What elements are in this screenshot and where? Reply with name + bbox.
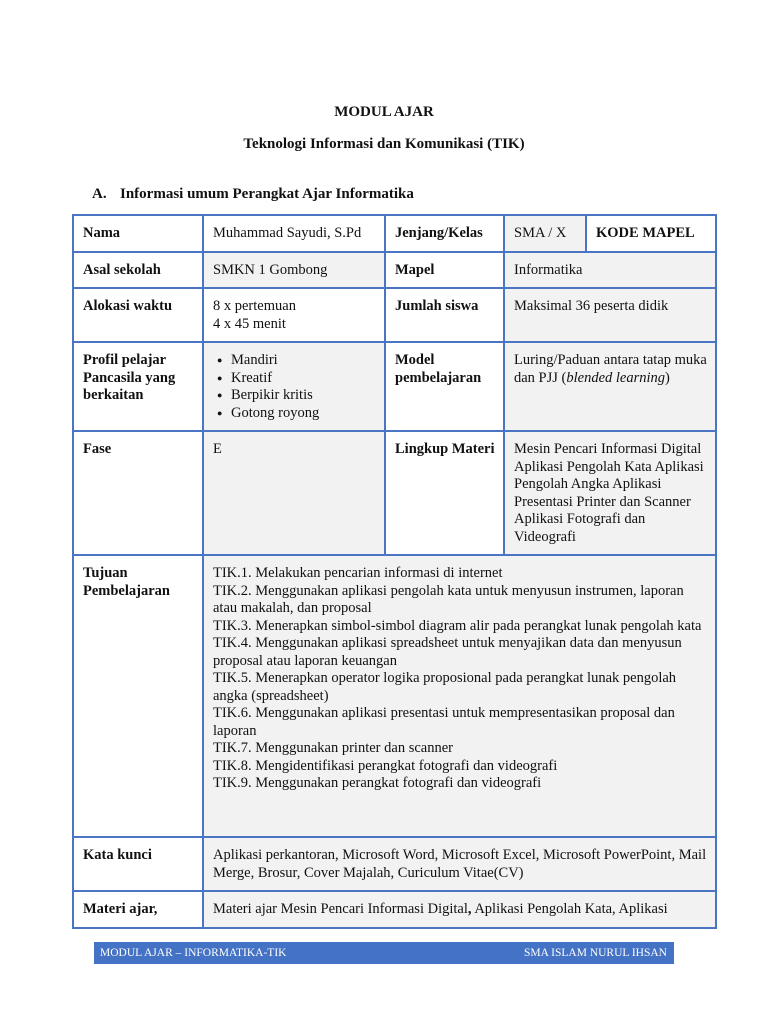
goal-item: TIK.7. Menggunakan printer dan scanner <box>213 740 453 756</box>
model-text: Luring/Paduan antara tatap muka dan PJJ ( <box>514 352 707 386</box>
table-row <box>73 288 716 342</box>
materi-text: Materi ajar Mesin Pencari Informasi Digital <box>213 901 468 917</box>
value-alokasi-waktu <box>203 288 385 342</box>
label-fase: Fase <box>73 431 203 555</box>
footer-left-text: MODUL AJAR – INFORMATIKA-TIK <box>100 947 287 959</box>
label-mapel: Mapel <box>385 252 504 289</box>
label-nama: Nama <box>73 215 203 252</box>
document-subtitle: Teknologi Informasi dan Komunikasi (TIK) <box>243 136 525 152</box>
label-tujuan-pembelajaran: Tujuan Pembelajaran <box>73 555 203 837</box>
label-kata-kunci: Kata kunci <box>73 837 203 891</box>
value-jenjang-kelas: SMA / X <box>504 215 586 252</box>
label-asal-sekolah: Asal sekolah <box>73 252 203 289</box>
table-row <box>73 837 716 891</box>
goal-item: TIK.9. Menggunakan perangkat fotografi dan videografi <box>213 775 542 791</box>
model-text-end: ) <box>665 369 670 386</box>
document-title: MODUL AJAR <box>334 104 434 120</box>
profil-list <box>213 352 376 422</box>
value-asal-sekolah: SMKN 1 Gombong <box>203 252 385 289</box>
materi-comma: , <box>467 901 472 917</box>
value-nama: Muhammad Sayudi, S.Pd <box>203 215 385 252</box>
value-model-pembelajaran <box>504 342 716 431</box>
label-lingkup-materi: Lingkup Materi <box>385 431 504 555</box>
goal-item: TIK.5. Menerapkan operator logika proposional pada perangkat lunak pengolah angka (spreadsheet) <box>213 670 677 704</box>
label-jumlah-siswa: Jumlah siswa <box>385 288 504 342</box>
value-tujuan-pembelajaran <box>203 555 716 837</box>
value-lingkup-materi: Mesin Pencari Informasi Digital Aplikasi Pengolah Kata Aplikasi Pengolah Angka Aplikasi Presentasi Printer dan Scanner Aplikasi Fotografi dan Videografi <box>504 431 716 555</box>
materi-text-end: Aplikasi Pengolah Kata, Aplikasi <box>471 901 668 917</box>
model-text-italic: blended learning <box>566 369 666 386</box>
list-item: ● Mandiri <box>231 352 376 370</box>
section-title: Informasi umum Perangkat Ajar Informatika <box>120 186 414 202</box>
value-jumlah-siswa: Maksimal 36 peserta didik <box>504 288 716 342</box>
goal-item: TIK.2. Menggunakan aplikasi pengolah kata untuk menyusun instrumen, laporan atau makalah, dan proposal <box>213 582 684 616</box>
alokasi-line: 4 x 45 menit <box>213 315 286 332</box>
table-row <box>73 891 716 928</box>
value-fase: E <box>203 431 385 555</box>
label-materi-ajar: Materi ajar, <box>73 891 203 928</box>
list-item: ● Berpikir kritis <box>231 387 376 405</box>
list-item: ● Gotong royong <box>231 405 376 423</box>
label-jenjang-kelas: Jenjang/Kelas <box>385 215 504 252</box>
kode-mapel-label: KODE MAPEL <box>586 215 716 252</box>
value-mapel: Informatika <box>504 252 716 289</box>
value-kata-kunci: Aplikasi perkantoran, Microsoft Word, Microsoft Excel, Microsoft PowerPoint, Mail Merge, Brosur, Cover Majalah, Curiculum Vitae(CV) <box>203 837 716 891</box>
goal-item: TIK.3. Menerapkan simbol-simbol diagram alir pada perangkat lunak pengolah kata <box>213 617 702 634</box>
section-letter: A. <box>92 186 107 202</box>
page-footer <box>94 942 674 964</box>
goal-item: TIK.1. Melakukan pencarian informasi di internet <box>213 565 503 581</box>
value-profil-pelajar <box>203 342 385 431</box>
goal-item: TIK.4. Menggunakan aplikasi spreadsheet untuk menyajikan data dan menyusun proposal atau laporan keuangan <box>213 635 682 669</box>
table-row <box>73 342 716 431</box>
goal-item: TIK.6. Menggunakan aplikasi presentasi untuk mempresentasikan proposal dan laporan <box>213 705 675 739</box>
alokasi-line: 8 x pertemuan <box>213 298 296 314</box>
table-row <box>73 252 716 289</box>
value-materi-ajar <box>203 891 716 928</box>
info-table <box>72 214 717 929</box>
label-profil-pelajar: Profil pelajar Pancasila yang berkaitan <box>73 342 203 431</box>
table-row <box>73 555 716 837</box>
label-alokasi-waktu: Alokasi waktu <box>73 288 203 342</box>
section-heading <box>92 186 414 203</box>
table-row <box>73 431 716 555</box>
label-model-pembelajaran: Model pembelajaran <box>385 342 504 431</box>
goal-item: TIK.8. Mengidentifikasi perangkat fotografi dan videografi <box>213 757 558 774</box>
list-item: ● Kreatif <box>231 370 376 388</box>
footer-right-text: SMA ISLAM NURUL IHSAN <box>523 947 667 959</box>
table-row <box>73 215 716 252</box>
